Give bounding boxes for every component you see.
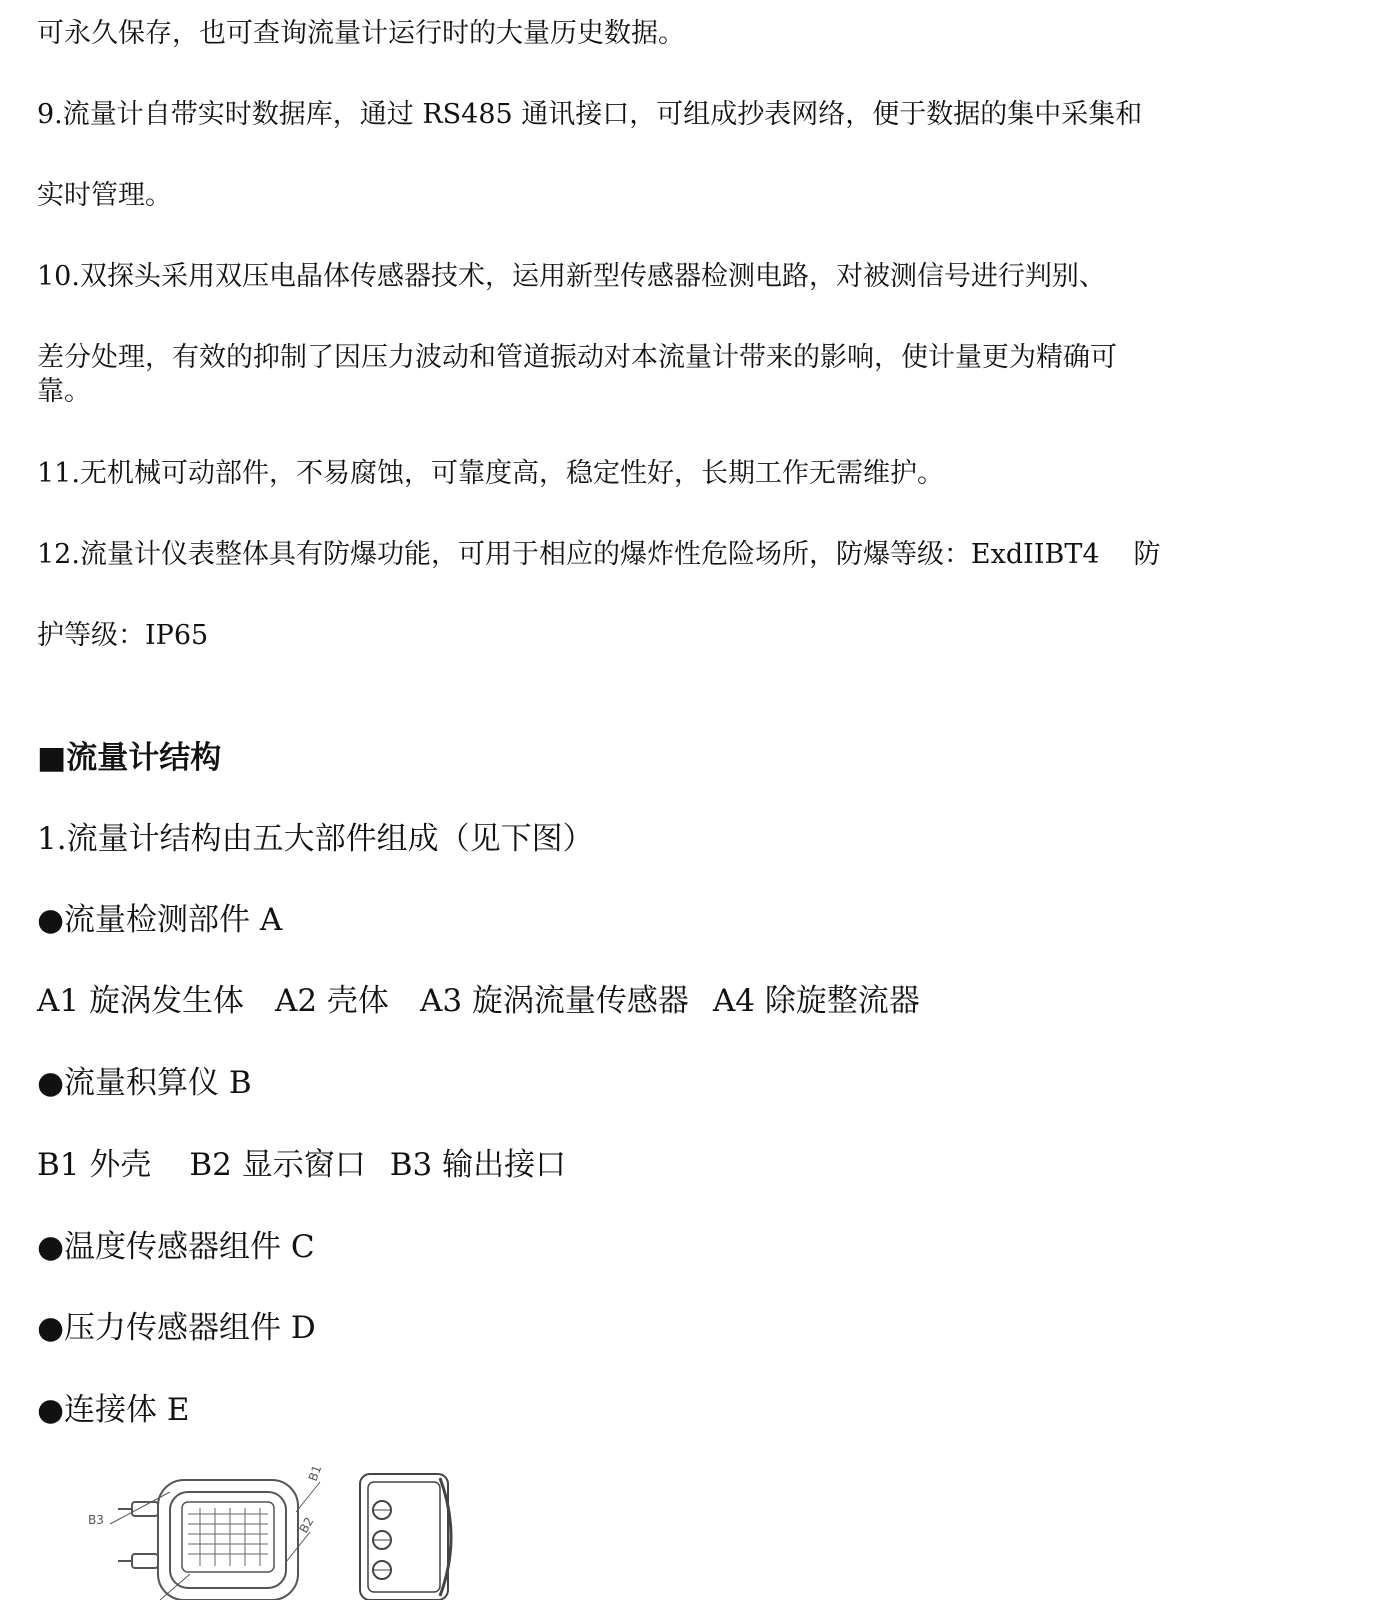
flowmeter-drawing	[70, 1462, 470, 1600]
part-b-title: ●流量积算仪 B	[37, 1065, 252, 1101]
paragraph-line-1: 可永久保存，也可查询流量计运行时的大量历史数据。	[37, 18, 685, 49]
part-b-item: B3 输出接口	[389, 1147, 567, 1183]
section-heading: ■流量计结构	[37, 740, 222, 776]
item-12-line-1	[37, 541, 1161, 568]
item-9-line-1: 9.流量计自带实时数据库，通过 RS485 通讯接口，可组成抄表网络，便于数据的集中采集和	[37, 99, 1143, 130]
part-a-item: A1 旋涡发生体	[37, 983, 244, 1019]
item-10-line-3: 靠。	[37, 376, 91, 407]
label-b1: B1	[305, 1463, 325, 1484]
part-b-item: B2 显示窗口	[189, 1147, 366, 1183]
side-view	[360, 1474, 451, 1600]
item-10-line-2: 差分处理，有效的抑制了因压力波动和管道振动对本流量计带来的影响，使计量更为精确可	[37, 342, 1117, 373]
item-10-line-1: 10.双探头采用双压电晶体传感器技术，运用新型传感器检测电路，对被测信号进行判别、	[37, 261, 1106, 292]
display-window-icon	[188, 1508, 268, 1566]
item-11: 11.无机械可动部件，不易腐蚀，可靠度高，稳定性好，长期工作无需维护。	[37, 458, 944, 489]
part-a-title: ●流量检测部件 A	[37, 902, 283, 938]
part-a-items	[37, 983, 920, 1019]
label-b3: B3	[88, 1513, 104, 1527]
flowmeter-structure-diagram	[70, 1462, 470, 1600]
structure-intro: 1.流量计结构由五大部件组成（见下图）	[37, 821, 594, 857]
part-e-title: ●连接体 E	[37, 1392, 190, 1428]
part-c-title: ●温度传感器组件 C	[37, 1229, 315, 1265]
part-b-items	[37, 1147, 567, 1183]
item-12-text: 12.流量计仪表整体具有防爆功能，可用于相应的爆炸性危险场所，防爆等级：ExdIIBT4	[37, 539, 1100, 570]
part-a-item: A4 除旋整流器	[712, 983, 920, 1019]
item-12-line-2: 护等级：IP65	[37, 620, 209, 651]
part-a-item: A3 旋涡流量传感器	[419, 983, 689, 1019]
part-d-title: ●压力传感器组件 D	[37, 1310, 316, 1346]
part-b-item: B1 外壳	[37, 1147, 152, 1183]
front-view	[110, 1480, 320, 1600]
item-9-line-2: 实时管理。	[37, 180, 172, 211]
part-a-item: A2 壳体	[274, 983, 389, 1019]
item-12-tail: 防	[1133, 539, 1161, 570]
label-b2: B2	[296, 1514, 317, 1536]
